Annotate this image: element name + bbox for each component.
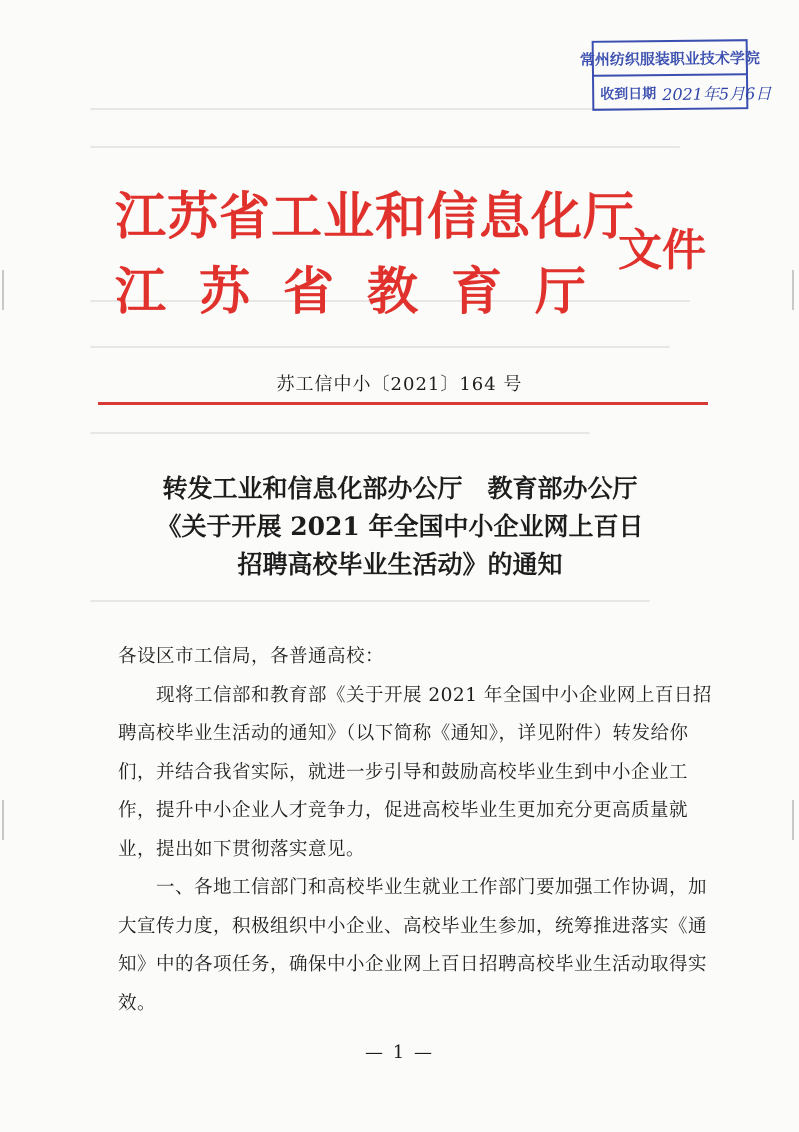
body-paragraph-2: 一、各地工信部门和高校毕业生就业工作部门要加强工作协调，加大宣传力度，积极组织中小企业、高校毕业生参加，统筹推进落实《通知》中的各项任务，确保中小企业网上百日招聘高校毕业生活动取得实效。 (118, 877, 708, 1014)
issuer-line-1: 江苏省工业和信息化厅 (115, 187, 636, 247)
bleed-through-line (90, 600, 650, 602)
red-separator-rule (98, 402, 708, 405)
edge-mark (792, 270, 794, 310)
salutation: 各设区市工信局，各普通高校： (118, 646, 385, 667)
edge-mark (792, 800, 794, 840)
edge-mark (2, 270, 4, 310)
bleed-through-line (90, 346, 670, 348)
document-title (80, 470, 720, 584)
bleed-through-line (90, 432, 590, 434)
page-number: — 1 — (365, 1042, 434, 1063)
document-number: 苏工信中小〔2021〕164 号 (276, 374, 523, 395)
edge-mark (2, 800, 4, 840)
document-type-label: 文件 (618, 225, 706, 276)
bleed-through-line (90, 146, 680, 148)
receipt-stamp (579, 39, 772, 111)
body-paragraph-1: 现将工信部和教育部《关于开展 2021 年全国中小企业网上百日招聘高校毕业生活动的通知》（以下简称《通知》，详见附件）转发给你们，并结合我省实际，就进一步引导和鼓励高校毕业生到中小企业工作，提升中小企业人才竞争力，促进高校毕业生更加充分更高质量就业，提出如下贯彻落实意见。 (118, 684, 712, 860)
document-body (118, 638, 718, 1023)
stamp-received-date: 2021年5月6日 (662, 83, 772, 104)
bleed-through-line (90, 108, 650, 110)
issuer-line-2: 江苏省教育厅 (115, 262, 620, 322)
stamp-date-row (594, 75, 772, 111)
title-line-3: 招聘高校毕业生活动》的通知 (237, 550, 563, 579)
title-line-2: 《关于开展 2021 年全国中小企业网上百日 (156, 512, 644, 541)
title-line-1: 转发工业和信息化部办公厅 教育部办公厅 (162, 474, 638, 503)
stamp-school-name: 常州纺织服装职业技术学院 (594, 41, 746, 77)
stamp-received-label: 收到日期 (600, 86, 657, 103)
